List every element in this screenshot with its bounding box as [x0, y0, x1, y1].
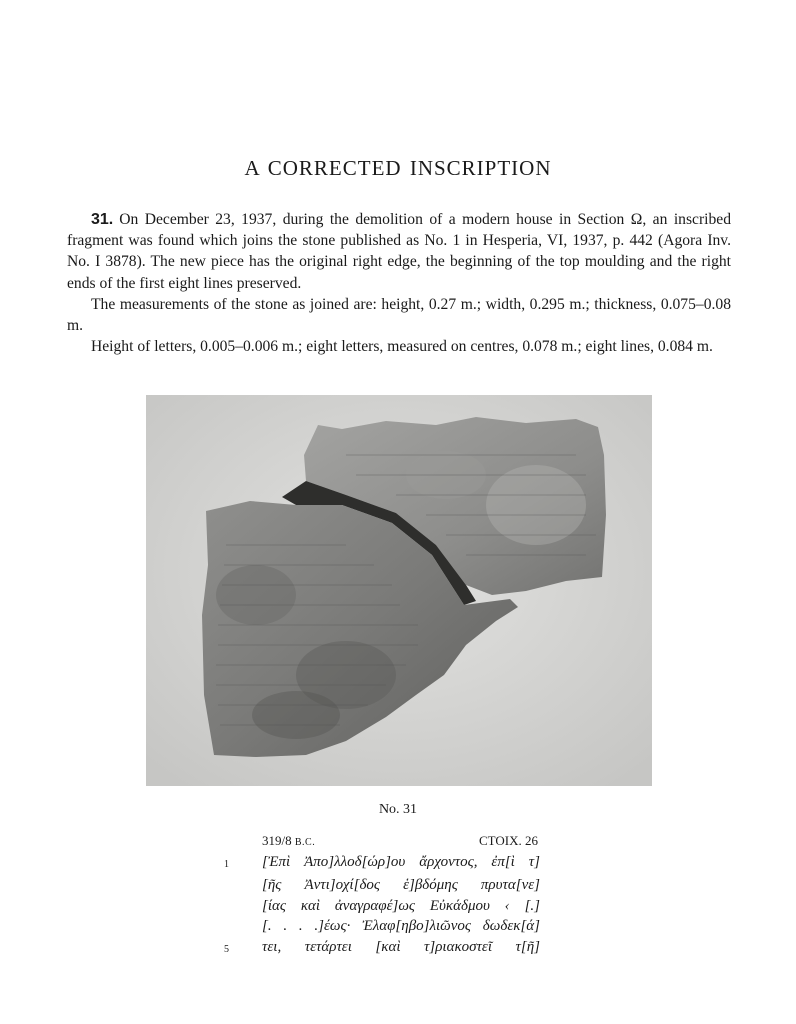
line-number: [224, 896, 262, 916]
page-title: A CORRECTED INSCRIPTION: [244, 156, 552, 180]
greek-text: [224, 852, 540, 960]
line-text: [ίας καὶ ἀναγραφέ]ως Εὐκάδμου ‹ [.]: [262, 897, 540, 914]
line-number: [224, 916, 262, 936]
date-suffix: B.C.: [294, 837, 316, 848]
entry-number: 31.: [91, 211, 114, 228]
body-text: [67, 209, 731, 357]
line-text: [. . . .]έως· Ἐλαφ[ηβο]λιῶνος δωδεκ[ά]: [262, 918, 540, 935]
line-number: [224, 875, 262, 895]
stone-fragments-image: [146, 395, 652, 786]
line-text: [Ἐπὶ Ἀπο]λλοδ[ώρ]ου ἄρχοντος, ἐπ[ὶ τ]: [262, 854, 540, 870]
paragraph-3: Height of letters, 0.005–0.006 m.; eight letters, measured on centres, 0.078 m.; eight lines, 0.084 m.: [91, 338, 713, 356]
date: [262, 833, 315, 849]
paragraph-2: The measurements of the stone as joined are: height, 0.27 m.; width, 0.295 m.; thickness, 0.075–0.08 m.: [67, 295, 731, 335]
figure-caption: No. 31: [378, 802, 418, 817]
greek-line: [224, 852, 540, 875]
line-number: 5: [224, 943, 229, 955]
line-number: 1: [224, 859, 229, 870]
greek-line: [224, 896, 540, 916]
inscription-header: [262, 833, 538, 849]
paragraph-1: [67, 209, 731, 294]
greek-line: [224, 875, 540, 895]
date-label: 319/8: [262, 833, 292, 848]
inscription-photo: [146, 395, 652, 786]
line-text: τει, τετάρτει [καὶ τ]ριακοστεῖ τ[ῆ]: [262, 938, 540, 955]
greek-line: [224, 916, 540, 936]
greek-line: [224, 937, 540, 960]
line-text: [ῆς Ἀντι]οχί[δος ἑ]βδόμης πρυτα[νε]: [262, 877, 540, 894]
paragraph-1-text: On December 23, 1937, during the demolition of a modern house in Section Ω, an inscribed fragment was found which joins the stone published as No. 1 in Hesperia, VI, 1937, p. 442 (Agora Inv. No. I 3878). The new piece has the original right edge, the beginning of the top moulding and the right ends of the first eight lines preserved.: [67, 211, 731, 292]
stoich-label: CTOIX. 26: [479, 833, 538, 848]
